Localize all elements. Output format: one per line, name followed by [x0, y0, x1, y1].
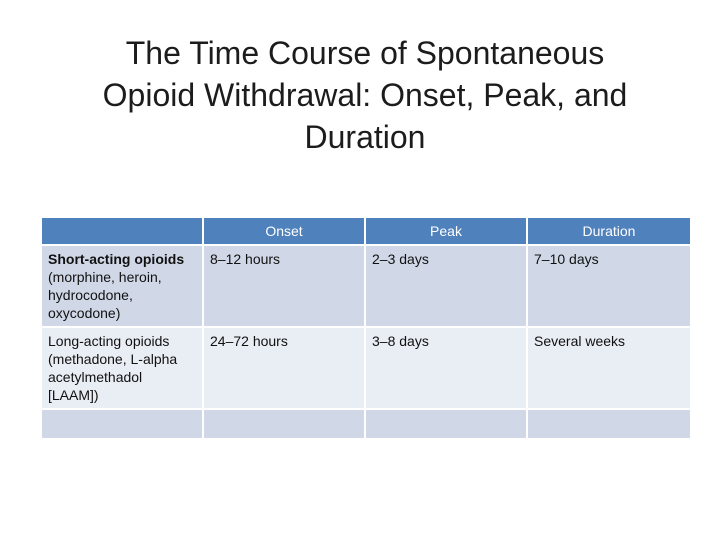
withdrawal-time-course-table: [40, 216, 692, 440]
header-onset: Onset: [203, 217, 365, 245]
duration-cell: [527, 409, 691, 439]
drug-class-name: Short-acting opioids: [48, 251, 185, 267]
onset-cell: [203, 409, 365, 439]
slide-title-line-3: Duration: [304, 119, 426, 155]
duration-cell: Several weeks: [527, 327, 691, 409]
duration-cell: 7–10 days: [527, 245, 691, 327]
peak-cell: 3–8 days: [365, 327, 527, 409]
table-row: [41, 245, 691, 327]
peak-cell: 2–3 days: [365, 245, 527, 327]
slide-title-line-1: The Time Course of Spontaneous: [125, 35, 605, 71]
slide-title-line-2: Opioid Withdrawal: Onset, Peak, and: [102, 77, 628, 113]
drug-class-examples: (methadone, L-alpha acetylmethadol [LAAM]): [48, 351, 178, 403]
drug-class-examples: (morphine, heroin, hydrocodone, oxycodone): [48, 269, 162, 321]
onset-cell: 8–12 hours: [203, 245, 365, 327]
slide-title: [40, 32, 690, 158]
header-drug-class: [41, 217, 203, 245]
header-duration: Duration: [527, 217, 691, 245]
drug-class-name: Long-acting opioids: [48, 333, 170, 349]
table-row: [41, 327, 691, 409]
table-header-row: [41, 217, 691, 245]
drug-class-cell: [41, 245, 203, 327]
header-peak: Peak: [365, 217, 527, 245]
drug-class-cell: [41, 409, 203, 439]
peak-cell: [365, 409, 527, 439]
drug-class-cell: [41, 327, 203, 409]
onset-cell: 24–72 hours: [203, 327, 365, 409]
table-row: [41, 409, 691, 439]
